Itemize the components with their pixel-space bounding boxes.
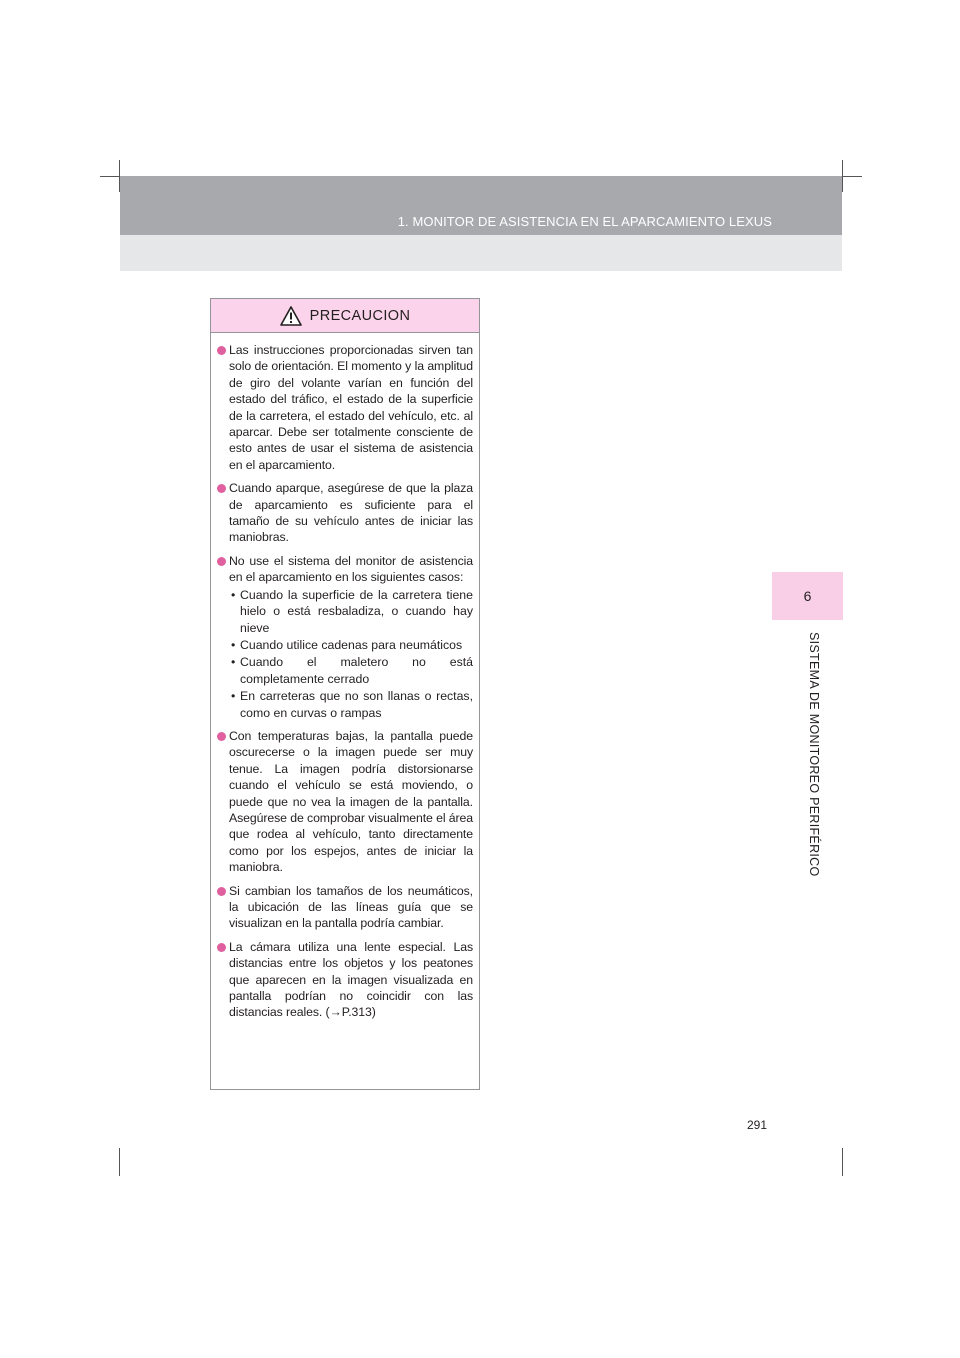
crop-mark: [842, 1148, 843, 1176]
subitem-text: En carreteras que no son llanas o rectas, como en curvas o rampas: [240, 689, 473, 720]
item-text: No use el sistema del monitor de asistencia en el aparcamiento en los siguientes casos:: [229, 553, 473, 585]
sub-list-item: • Cuando utilice cadenas para neumáticos: [231, 637, 463, 652]
subitem-text: Cuando el maletero no está completamente cerrado: [240, 655, 473, 686]
header-band: [120, 235, 842, 271]
chapter-number: 6: [803, 588, 812, 604]
list-item: [217, 939, 473, 1021]
bullet-icon: [217, 484, 226, 493]
bullet-icon: [217, 732, 226, 741]
page-number: 291: [747, 1118, 768, 1132]
warning-icon: [280, 306, 302, 326]
crop-mark: [119, 1148, 120, 1176]
bullet-icon: [217, 346, 226, 355]
chapter-title: SISTEMA DE MONITOREO PERIFÉRICO: [807, 632, 821, 877]
sub-list-item: • Cuando la superficie de la carretera tiene hielo o está resbaladiza, o cuando hay nieve: [231, 587, 473, 635]
caution-title: PRECAUCION: [309, 307, 411, 324]
list-item: [217, 883, 473, 932]
item-text: La cámara utiliza una lente especial. Las distancias entre los objetos y los peatones que aparecen en la imagen visualizada en pantalla podrían no coincidir con las distancias reales. (→P.313): [229, 939, 473, 1020]
list-item: [217, 480, 473, 546]
subitem-text: Cuando la superficie de la carretera tiene hielo o está resbaladiza, o cuando hay nieve: [240, 587, 473, 635]
item-text: Si cambian los tamaños de los neumáticos, la ubicación de las líneas guía que se visualizan en la pantalla podría cambiar.: [229, 883, 473, 931]
bullet-icon: [217, 557, 226, 566]
sub-list-item: • En carreteras que no son llanas o rectas, como en curvas o rampas: [231, 689, 473, 720]
page-header: [120, 176, 842, 235]
list-item: [217, 553, 473, 721]
caution-body: [211, 333, 479, 1021]
item-text: Las instrucciones proporcionadas sirven tan solo de orientación. El momento y la amplitud de giro del volante varían en función del estado del tráfico, el estado de la superficie de la carretera, el estado del vehículo, etc. al aparcar. Debe ser totalmente consciente de esto antes de usar el sistema de asistencia en el aparcamiento.: [229, 343, 473, 472]
list-item: [217, 342, 473, 473]
item-text: Cuando aparque, asegúrese de que la plaza de aparcamiento es suficiente para el tamaño de su vehículo antes de iniciar las maniobras.: [229, 481, 473, 545]
item-text: Con temperaturas bajas, la pantalla puede oscurecerse o la imagen puede ser muy tenue. La imagen podría distorsionarse cuando el vehículo se está moviendo, o puede que no vea la imagen de la pantalla. Asegúrese de comprobar visualmente el área que rodea al vehículo, tanto directamente como por los espejos, antes de iniciar la maniobra.: [229, 728, 473, 875]
chapter-tab: [772, 572, 843, 620]
subitem-text: Cuando utilice cadenas para neumáticos: [240, 637, 463, 652]
list-item: [217, 728, 473, 876]
caution-box: [210, 298, 480, 1090]
bullet-icon: [217, 943, 226, 952]
sub-list-item: • Cuando el maletero no está completamente cerrado: [231, 655, 473, 686]
section-title: 1. MONITOR DE ASISTENCIA EN EL APARCAMIENTO LEXUS: [397, 214, 772, 229]
caution-header: [211, 299, 479, 333]
bullet-icon: [217, 887, 226, 896]
